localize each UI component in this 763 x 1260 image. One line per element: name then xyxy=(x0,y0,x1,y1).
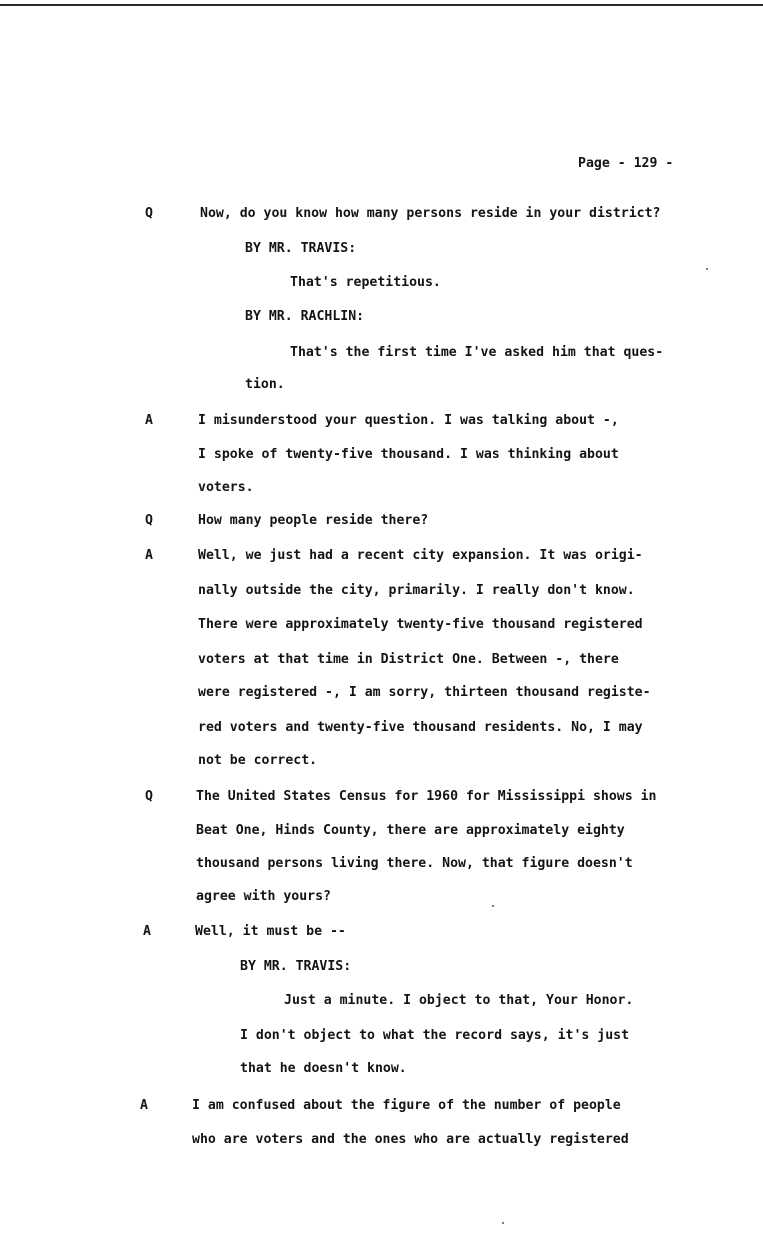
answer-text: Well, it must be -- xyxy=(195,924,346,939)
question-text: Beat One, Hinds County, there are approximately eighty xyxy=(196,823,625,838)
answer-label: A xyxy=(145,548,153,563)
question-text: agree with yours? xyxy=(196,889,331,904)
answer-text: voters at that time in District One. Between -, there xyxy=(198,652,619,667)
question-text: thousand persons living there. Now, that figure doesn't xyxy=(196,856,633,871)
answer-text: I spoke of twenty-five thousand. I was thinking about xyxy=(198,447,619,462)
speaker-heading: BY MR. TRAVIS: xyxy=(245,241,357,256)
answer-text: There were approximately twenty-five thousand registered xyxy=(198,617,643,632)
answer-text: red voters and twenty-five thousand residents. No, I may xyxy=(198,720,643,735)
answer-text: not be correct. xyxy=(198,753,318,768)
objection-text: that he doesn't know. xyxy=(240,1061,407,1076)
question-label: Q xyxy=(145,513,153,528)
answer-text: nally outside the city, primarily. I really don't know. xyxy=(198,583,635,598)
answer-text: I misunderstood your question. I was talking about -, xyxy=(198,413,619,428)
statement-text: tion. xyxy=(245,377,285,392)
answer-text: Well, we just had a recent city expansion. It was origi- xyxy=(198,548,643,563)
statement-text: That's the first time I've asked him that ques- xyxy=(290,345,664,360)
answer-label: A xyxy=(145,413,153,428)
question-text: The United States Census for 1960 for Mississippi shows in xyxy=(196,789,657,804)
answer-label: A xyxy=(143,924,151,939)
objection-text: That's repetitious. xyxy=(290,275,441,290)
answer-text: voters. xyxy=(198,480,254,495)
speaker-heading: BY MR. RACHLIN: xyxy=(245,309,365,324)
scan-speck xyxy=(492,905,494,907)
objection-text: I don't object to what the record says, it's just xyxy=(240,1028,630,1043)
speaker-heading: BY MR. TRAVIS: xyxy=(240,959,352,974)
objection-text: Just a minute. I object to that, Your Honor. xyxy=(284,993,634,1008)
question-text: How many people reside there? xyxy=(198,513,429,528)
question-label: Q xyxy=(145,206,153,221)
answer-text: I am confused about the figure of the number of people xyxy=(192,1098,621,1113)
question-label: Q xyxy=(145,789,153,804)
page-number: Page - 129 - xyxy=(578,156,674,171)
answer-text: were registered -, I am sorry, thirteen thousand registe- xyxy=(198,685,651,700)
scan-speck xyxy=(706,268,708,270)
answer-label: A xyxy=(140,1098,148,1113)
scan-speck xyxy=(502,1222,504,1224)
answer-text: who are voters and the ones who are actually registered xyxy=(192,1132,629,1147)
question-text: Now, do you know how many persons reside in your district? xyxy=(200,206,661,221)
